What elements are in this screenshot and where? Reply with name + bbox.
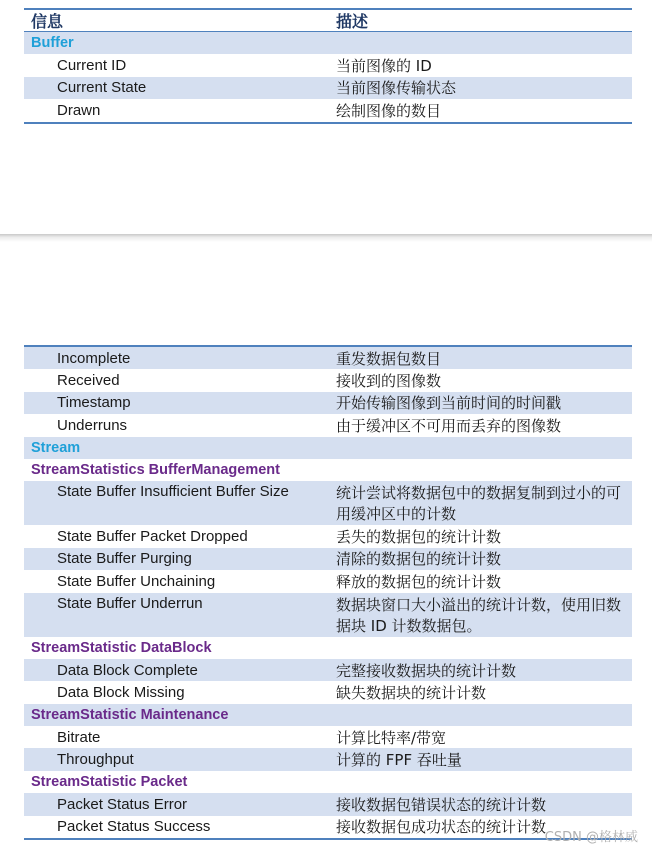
row-description: 重发数据包数目: [336, 349, 442, 368]
header-description: 描述: [336, 12, 369, 31]
row-name: Bitrate: [57, 728, 101, 746]
row-name: Packet Status Error: [57, 795, 188, 813]
table-row: [24, 681, 632, 703]
row-description: 缺失数据块的统计计数: [336, 683, 487, 702]
section-row: [24, 32, 632, 54]
row-description: 清除的数据包的统计计数: [336, 550, 502, 569]
table-row: [24, 99, 632, 121]
table-row: [24, 570, 632, 592]
row-description: 由于缓冲区不可用而丢弃的图像数: [336, 416, 562, 435]
info-table-bottom: [24, 345, 632, 840]
table-row: [24, 816, 632, 838]
section-title: StreamStatistics BufferManagement: [31, 462, 280, 479]
table-bottom-rule: [24, 122, 632, 124]
row-description: 接收数据包成功状态的统计计数: [336, 818, 547, 837]
table-row: [24, 548, 632, 570]
section-title: Buffer: [31, 35, 74, 52]
row-name: Packet Status Success: [57, 818, 211, 836]
table-row: [24, 748, 632, 770]
section-title: StreamStatistic Packet: [31, 774, 188, 791]
row-name: Received: [57, 372, 120, 390]
table-bottom-rule: [24, 838, 632, 840]
page-divider: [0, 234, 652, 242]
row-description: 完整接收数据块的统计计数: [336, 661, 517, 680]
table-row: [24, 481, 632, 525]
row-name: Drawn: [57, 101, 101, 119]
table-row: [24, 369, 632, 391]
row-description: 当前图像的 ID: [336, 57, 432, 76]
table-row: [24, 414, 632, 436]
watermark: CSDN @格林威: [544, 830, 638, 845]
row-description: 接收到的图像数: [336, 372, 442, 391]
row-description: 计算比特率/带宽: [336, 728, 447, 747]
row-description: 释放的数据包的统计计数: [336, 572, 502, 591]
row-name: Current State: [57, 79, 147, 97]
row-description: 接收数据包错误状态的统计计数: [336, 795, 547, 814]
table-body-bottom: [24, 347, 632, 838]
table-row: [24, 726, 632, 748]
row-name: State Buffer Unchaining: [57, 572, 216, 590]
table-row: [24, 525, 632, 547]
table-body-top: [24, 32, 632, 122]
row-name: Incomplete: [57, 349, 131, 367]
row-name: Data Block Complete: [57, 661, 198, 679]
section-title: StreamStatistic DataBlock: [31, 639, 212, 656]
row-description: 统计尝试将数据包中的数据复制到过小的可用缓冲区中的计数: [336, 484, 622, 524]
row-description: 计算的 FPF 吞吐量: [336, 751, 462, 770]
section-row: [24, 637, 632, 659]
row-description: 数据块窗口大小溢出的统计计数，使用旧数据块 ID 计数数据包。: [336, 595, 622, 635]
row-description: 开始传输图像到当前时间的时间戳: [336, 394, 562, 413]
table-row: [24, 793, 632, 815]
section-row: [24, 437, 632, 459]
table-row: [24, 77, 632, 99]
row-name: State Buffer Underrun: [57, 594, 203, 612]
section-title: Stream: [31, 439, 81, 456]
row-name: State Buffer Packet Dropped: [57, 528, 248, 546]
row-name: Timestamp: [57, 394, 131, 412]
row-name: Underruns: [57, 416, 128, 434]
section-title: StreamStatistic Maintenance: [31, 706, 229, 723]
section-row: [24, 704, 632, 726]
table-row: [24, 54, 632, 76]
row-name: State Buffer Purging: [57, 550, 192, 568]
row-description: 绘制图像的数目: [336, 101, 442, 120]
table-row: [24, 659, 632, 681]
table-row: [24, 593, 632, 637]
row-name: Throughput: [57, 751, 134, 769]
row-description: 丢失的数据包的统计计数: [336, 528, 502, 547]
section-row: [24, 771, 632, 793]
row-description: 当前图像传输状态: [336, 79, 457, 98]
table-row: [24, 347, 632, 369]
row-name: Data Block Missing: [57, 683, 185, 701]
table-header-row: [24, 10, 632, 32]
row-name: State Buffer Insufficient Buffer Size: [57, 483, 289, 501]
row-name: Current ID: [57, 57, 127, 75]
info-table-top: [24, 8, 632, 124]
section-row: [24, 459, 632, 481]
table-row: [24, 392, 632, 414]
header-info: 信息: [31, 12, 64, 31]
